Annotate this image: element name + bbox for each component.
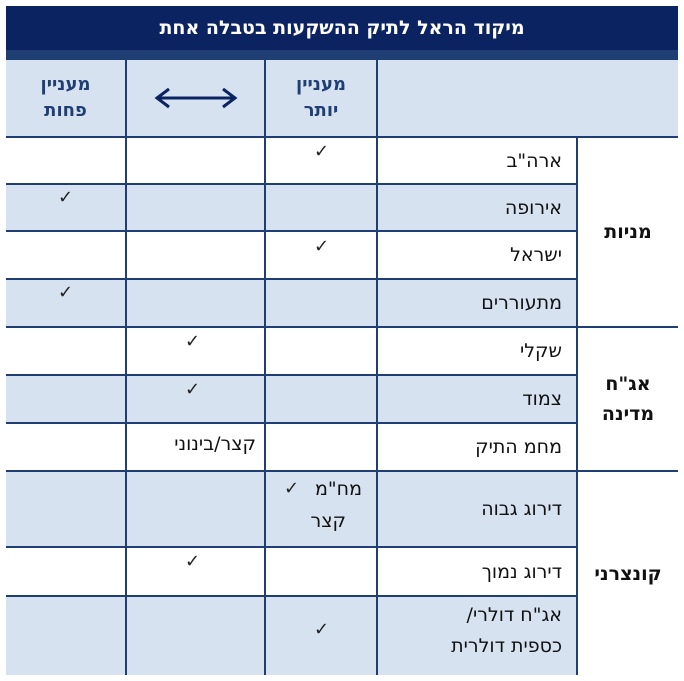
row-europe-less <box>6 185 125 230</box>
row-shekel-less <box>6 328 125 374</box>
check-icon: ✓ <box>314 619 330 640</box>
row-shekel-mid <box>127 328 264 374</box>
table-title: מיקוד הראל לתיק ההשקעות בטבלה אחת <box>6 6 678 50</box>
row-linked-less <box>6 376 125 422</box>
check-icon: ✓ <box>58 187 74 208</box>
row-israel-mid <box>127 232 264 278</box>
check-icon: ✓ <box>284 478 300 499</box>
row-label-usa: ארה"ב <box>378 138 576 183</box>
row-high-rating-less <box>6 472 125 546</box>
short-duration-label-1: מח"מ <box>315 478 362 500</box>
row-shekel-more <box>266 328 376 374</box>
row-high-rating-more <box>266 472 376 546</box>
row-label-dollar-bonds: אג"ח דולרי/ כספית דולרית <box>378 597 576 675</box>
row-low-rating-less <box>6 548 125 595</box>
check-icon: ✓ <box>185 551 201 572</box>
double-arrow-icon <box>151 86 241 110</box>
row-europe-mid <box>127 185 264 230</box>
check-icon: ✓ <box>58 282 74 303</box>
row-dollar-bonds-mid <box>127 597 264 675</box>
row-label-israel: ישראל <box>378 232 576 278</box>
row-linked-mid <box>127 376 264 422</box>
row-label-emerging: מתעוררים <box>378 280 576 326</box>
row-duration-less <box>6 424 125 470</box>
row-emerging-mid <box>127 280 264 326</box>
row-israel-less <box>6 232 125 278</box>
row-label-shekel: שקלי <box>378 328 576 374</box>
short-duration-label-2: קצר <box>310 510 346 532</box>
check-icon: ✓ <box>314 141 330 162</box>
row-high-rating-mid <box>127 472 264 546</box>
row-label-europe: אירופה <box>378 185 576 230</box>
row-europe-more <box>266 185 376 230</box>
row-label-high-rating: דירוג גבוה <box>378 472 576 546</box>
row-dollar-bonds-less <box>6 597 125 675</box>
row-duration-mid <box>127 424 264 470</box>
row-israel-more <box>266 232 376 278</box>
row-duration-more <box>266 424 376 470</box>
check-icon: ✓ <box>185 331 201 352</box>
category-corporate: קונצרני <box>578 472 678 675</box>
row-low-rating-mid <box>127 548 264 595</box>
category-stocks: מניות <box>578 138 678 326</box>
row-usa-less <box>6 138 125 183</box>
row-emerging-more <box>266 280 376 326</box>
check-icon: ✓ <box>185 379 201 400</box>
row-linked-more <box>266 376 376 422</box>
header-more-interesting: מעניין יותר <box>266 60 376 136</box>
row-label-linked: צמוד <box>378 376 576 422</box>
row-usa-mid <box>127 138 264 183</box>
row-label-duration: מחמ התיק <box>378 424 576 470</box>
row-dollar-bonds-more <box>266 597 376 675</box>
header-arrow <box>127 60 264 136</box>
header-less-interesting: מעניין פחות <box>6 60 125 136</box>
category-gov-bonds: אג"ח מדינה <box>578 328 678 470</box>
duration-value: קצר/בינוני <box>174 433 256 455</box>
row-usa-more <box>266 138 376 183</box>
row-low-rating-more <box>266 548 376 595</box>
investment-focus-table <box>6 6 678 675</box>
row-label-low-rating: דירוג נמוך <box>378 548 576 595</box>
header-category-blank <box>378 60 678 136</box>
row-emerging-less <box>6 280 125 326</box>
check-icon: ✓ <box>314 236 330 257</box>
